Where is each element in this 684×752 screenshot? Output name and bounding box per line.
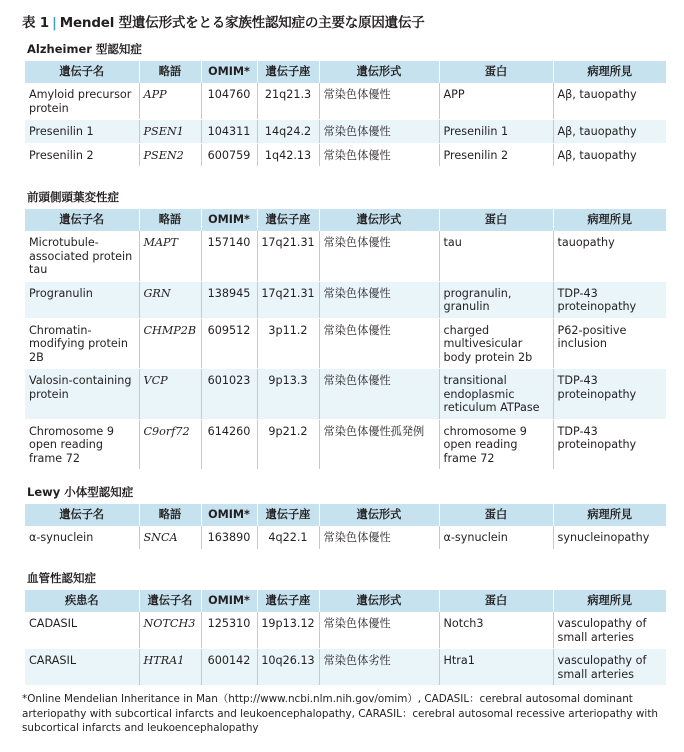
omim-cell: 125310	[201, 612, 257, 649]
inheritance-cell: 常染色体優性	[319, 612, 439, 649]
abbreviation-cell: MAPT	[139, 231, 201, 281]
protein-cell: Notch3	[439, 612, 553, 649]
omim-cell: 601023	[201, 369, 257, 420]
locus-cell: 19p13.12	[257, 612, 319, 649]
inheritance-cell: 常染色体優性	[319, 231, 439, 281]
abbreviation-cell: CHMP2B	[139, 318, 201, 369]
abbreviation-cell: PSEN2	[139, 143, 201, 167]
column-header: OMIM*	[201, 504, 257, 526]
section-title-alzheimer: Alzheimer 型認知症	[27, 42, 142, 56]
header-row	[25, 590, 666, 612]
header-row	[25, 61, 666, 83]
table-vascular	[25, 590, 666, 686]
section-title-dlb: Lewy 小体型認知症	[27, 485, 134, 499]
table-row	[25, 120, 666, 144]
omim-cell: 104760	[201, 83, 257, 120]
abbreviation-cell: NOTCH3	[139, 612, 201, 649]
omim-cell: 600759	[201, 143, 257, 167]
table-title	[22, 11, 425, 31]
column-header: 蛋白	[439, 61, 553, 83]
table-ftld	[25, 209, 666, 470]
column-header: 遺伝子座	[257, 209, 319, 231]
column-header: 病理所見	[553, 209, 666, 231]
column-header: 略語	[139, 504, 201, 526]
protein-cell: Presenilin 2	[439, 143, 553, 167]
inheritance-cell: 常染色体優性	[319, 318, 439, 369]
column-header: 略語	[139, 61, 201, 83]
table-row	[25, 281, 666, 318]
column-header: 遺伝子座	[257, 504, 319, 526]
column-header: 遺伝形式	[319, 209, 439, 231]
table-row	[25, 369, 666, 420]
gene-name-cell: CARASIL	[25, 649, 139, 686]
table-row	[25, 419, 666, 470]
column-header: 遺伝子名	[25, 209, 139, 231]
column-header: 病理所見	[553, 504, 666, 526]
protein-cell: tau	[439, 231, 553, 281]
locus-cell: 10q26.13	[257, 649, 319, 686]
pathology-cell: Aβ, tauopathy	[553, 120, 666, 144]
locus-cell: 3p11.2	[257, 318, 319, 369]
column-header: 蛋白	[439, 209, 553, 231]
omim-cell: 163890	[201, 526, 257, 549]
locus-cell: 17q21.31	[257, 231, 319, 281]
pathology-cell: vasculopathy of small arteries	[553, 649, 666, 686]
table-caption: Mendel 型遺伝形式をとる家族性認知症の主要な原因遺伝子	[59, 15, 425, 31]
column-header: 遺伝形式	[319, 590, 439, 612]
locus-cell: 21q21.3	[257, 83, 319, 120]
locus-cell: 9p13.3	[257, 369, 319, 420]
table-row	[25, 143, 666, 167]
column-header: 遺伝子座	[257, 590, 319, 612]
table-row	[25, 83, 666, 120]
column-header: 疾患名	[25, 590, 139, 612]
column-header: 蛋白	[439, 590, 553, 612]
table-row	[25, 526, 666, 549]
column-header: 遺伝形式	[319, 61, 439, 83]
table-row	[25, 612, 666, 649]
abbreviation-cell: SNCA	[139, 526, 201, 549]
omim-cell: 157140	[201, 231, 257, 281]
section-title-ftld: 前頭側頭葉変性症	[27, 190, 119, 204]
header-row	[25, 504, 666, 526]
table-alzheimer	[25, 61, 666, 167]
abbreviation-cell: APP	[139, 83, 201, 120]
pathology-cell: Aβ, tauopathy	[553, 83, 666, 120]
abbreviation-cell: GRN	[139, 281, 201, 318]
header-row	[25, 209, 666, 231]
abbreviation-cell: HTRA1	[139, 649, 201, 686]
column-header: 遺伝子名	[25, 61, 139, 83]
column-header: 蛋白	[439, 504, 553, 526]
column-header: 病理所見	[553, 590, 666, 612]
omim-cell: 138945	[201, 281, 257, 318]
footnote: *Online Mendelian Inheritance in Man（http://www.ncbi.nlm.nih.gov/omim）, CADASIL：cerebral autosomal dominant arteriopathy with subcortical infarcts and leukoencephalopathy, CARASIL：cerebral autosomal recessive arteriopathy with subcortical infarcts and leukoencephalopathy	[22, 693, 658, 734]
column-header: 遺伝子座	[257, 61, 319, 83]
inheritance-cell: 常染色体優性	[319, 143, 439, 167]
pathology-cell: synucleinopathy	[553, 526, 666, 549]
inheritance-cell: 常染色体優性	[319, 120, 439, 144]
table-number: 表 1	[22, 15, 49, 31]
table-row	[25, 649, 666, 686]
column-header: OMIM*	[201, 61, 257, 83]
protein-cell: α-synuclein	[439, 526, 553, 549]
inheritance-cell: 常染色体優性孤発例	[319, 419, 439, 470]
pathology-cell: TDP-43 proteinopathy	[553, 419, 666, 470]
inheritance-cell: 常染色体劣性	[319, 649, 439, 686]
gene-name-cell: Amyloid precursor protein	[25, 83, 139, 120]
pathology-cell: P62-positive inclusion	[553, 318, 666, 369]
pathology-cell: TDP-43 proteinopathy	[553, 281, 666, 318]
omim-cell: 614260	[201, 419, 257, 470]
title-divider: |	[52, 15, 57, 31]
protein-cell: Htra1	[439, 649, 553, 686]
column-header: 遺伝子名	[25, 504, 139, 526]
inheritance-cell: 常染色体優性	[319, 83, 439, 120]
inheritance-cell: 常染色体優性	[319, 526, 439, 549]
column-header: 遺伝子名	[139, 590, 201, 612]
protein-cell: APP	[439, 83, 553, 120]
table-dlb	[25, 504, 666, 550]
pathology-cell: Aβ, tauopathy	[553, 143, 666, 167]
omim-cell: 600142	[201, 649, 257, 686]
abbreviation-cell: PSEN1	[139, 120, 201, 144]
column-header: 病理所見	[553, 61, 666, 83]
gene-name-cell: Chromatin-modifying protein 2B	[25, 318, 139, 369]
inheritance-cell: 常染色体優性	[319, 281, 439, 318]
abbreviation-cell: VCP	[139, 369, 201, 420]
pathology-cell: tauopathy	[553, 231, 666, 281]
abbreviation-cell: C9orf72	[139, 419, 201, 470]
locus-cell: 9p21.2	[257, 419, 319, 470]
gene-name-cell: α-synuclein	[25, 526, 139, 549]
omim-cell: 609512	[201, 318, 257, 369]
protein-cell: charged multivesicular body protein 2b	[439, 318, 553, 369]
column-header: 遺伝形式	[319, 504, 439, 526]
pathology-cell: vasculopathy of small arteries	[553, 612, 666, 649]
gene-name-cell: Valosin-containing protein	[25, 369, 139, 420]
protein-cell: progranulin, granulin	[439, 281, 553, 318]
gene-name-cell: Chromosome 9 open reading frame 72	[25, 419, 139, 470]
locus-cell: 17q21.31	[257, 281, 319, 318]
locus-cell: 4q22.1	[257, 526, 319, 549]
locus-cell: 1q42.13	[257, 143, 319, 167]
protein-cell: transitional endoplasmic reticulum ATPase	[439, 369, 553, 420]
pathology-cell: TDP-43 proteinopathy	[553, 369, 666, 420]
table-row	[25, 231, 666, 281]
gene-name-cell: CADASIL	[25, 612, 139, 649]
column-header: OMIM*	[201, 590, 257, 612]
omim-cell: 104311	[201, 120, 257, 144]
gene-name-cell: Microtubule-associated protein tau	[25, 231, 139, 281]
locus-cell: 14q24.2	[257, 120, 319, 144]
column-header: OMIM*	[201, 209, 257, 231]
gene-name-cell: Progranulin	[25, 281, 139, 318]
table-row	[25, 318, 666, 369]
gene-name-cell: Presenilin 2	[25, 143, 139, 167]
gene-name-cell: Presenilin 1	[25, 120, 139, 144]
protein-cell: chromosome 9 open reading frame 72	[439, 419, 553, 470]
protein-cell: Presenilin 1	[439, 120, 553, 144]
column-header: 略語	[139, 209, 201, 231]
section-title-vascular: 血管性認知症	[27, 571, 96, 585]
inheritance-cell: 常染色体優性	[319, 369, 439, 420]
